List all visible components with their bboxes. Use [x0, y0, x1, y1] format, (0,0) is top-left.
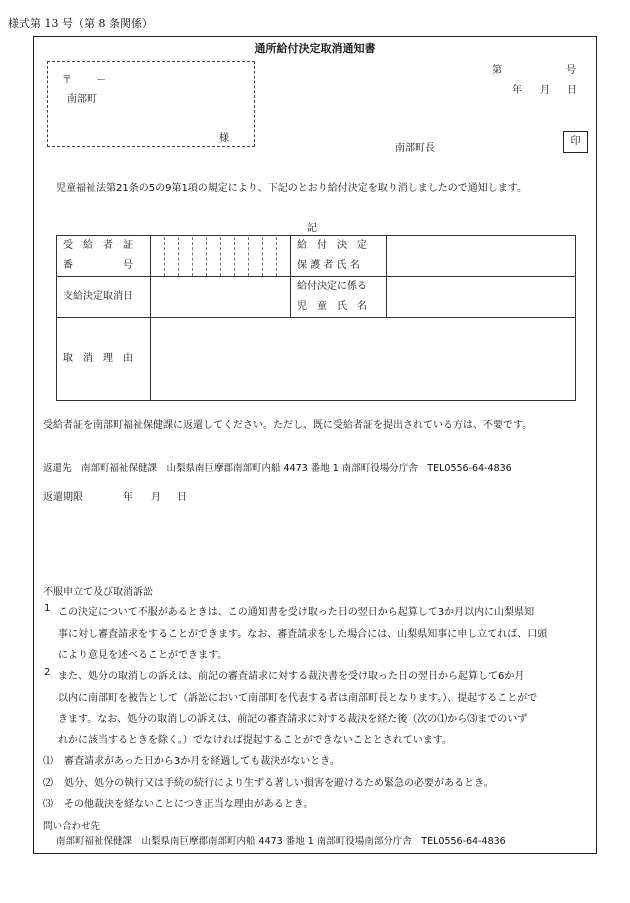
ref-go: 号 [566, 65, 576, 76]
cancel-date-label: 支給決定取消日 [57, 277, 151, 318]
guardian-name-label: 給 付 決 定 保 護 者 氏 名 [291, 236, 387, 277]
sub-item-1-text: 審査請求があった日から3か月を経過しても裁決がないとき。 [64, 756, 340, 767]
return-deadline-year: 年 [123, 492, 133, 503]
cancel-reason-value [151, 318, 576, 401]
contact-detail: 南部町福祉保健課 山梨県南巨摩郡南部町内船 4473 番地 1 南部町役場南部分庁舎 TEL0556-64-4836 [56, 836, 506, 847]
appeal-item-2-line: 以内に南部町を被告として（訴訟において南部町を代表する者は南部町長となります。）、提起することがで [58, 693, 538, 704]
postal-dash: － [96, 75, 106, 86]
sub-item-2-text: 処分、処分の執行又は手続の続行により生ずる著しい損害を避けるため緊急の必要があるとき。 [64, 778, 494, 789]
form-number-label: 様式第 13 号（第 8 条関係） [8, 17, 153, 30]
return-destination: 返還先 南部町福祉保健課 山梨県南巨摩郡南部町内船 4473 番地 1 南部町役場分庁舎 TEL0556-64-4836 [43, 463, 512, 474]
child-name-label: 給付決定に係る 児 童 氏 名 [291, 277, 387, 318]
date-month: 月 [540, 85, 550, 96]
date-year: 年 [512, 85, 522, 96]
sub-item-3-text: その他裁決を経ないことにつき正当な理由があるとき。 [64, 799, 314, 810]
recipient-honorific: 様 [219, 133, 229, 144]
appeal-item-2-num: 2 [44, 667, 51, 678]
contact-heading: 問い合わせ先 [43, 821, 101, 832]
appeal-heading: 不服申立て及び取消訴訟 [43, 587, 153, 598]
return-note: 受給者証を南部町福祉保健課に返還してください。ただし、既に受給者証を提出されている方は、不要です。 [43, 420, 533, 431]
appeal-item-2-line: また、処分の取消しの訴えは、前記の審査請求に対する裁決書を受け取った日の翌日から起算して6か月 [58, 671, 525, 682]
sender-mayor: 南部町長 [395, 143, 435, 154]
seal-box: 印 [563, 131, 588, 153]
sub-item-3-num: ⑶ [43, 799, 53, 810]
return-deadline-month: 月 [151, 492, 161, 503]
recipient-no-label: 受 給 者 証 番 号 [57, 236, 151, 277]
cancel-date-value [151, 277, 291, 318]
date-day: 日 [567, 85, 577, 96]
document-title: 通所給付決定取消通知書 [254, 42, 376, 55]
decision-table [56, 235, 576, 401]
recipient-no-digits [151, 236, 291, 277]
intro-text: 児童福祉法第21条の5の9第1項の規定により、下記のとおり給付決定を取り消しましたので通知します。 [56, 183, 528, 194]
appeal-item-2-line: きます。なお、処分の取消しの訴えは、前記の審査請求に対する裁決を経た後（次の⑴から⑶までのいず [58, 714, 528, 725]
return-deadline-label: 返還期限 [43, 492, 83, 503]
guardian-name-value [387, 236, 576, 277]
postal-mark: 〒 [62, 75, 72, 86]
appeal-item-1-num: 1 [44, 603, 51, 614]
cancel-reason-label: 取 消 理 由 [57, 318, 151, 401]
sub-item-2-num: ⑵ [43, 778, 53, 789]
appeal-item-1-line: 事に対し審査請求をすることができます。なお、審査請求をした場合には、山梨県知事に申し立てれば、口頭 [58, 629, 548, 640]
sub-item-1-num: ⑴ [43, 756, 53, 767]
return-deadline-day: 日 [177, 492, 187, 503]
child-name-value [387, 277, 576, 318]
ref-dai: 第 [492, 65, 502, 76]
appeal-item-1-line: この決定について不服があるときは、この通知書を受け取った日の翌日から起算して3か月以内に山梨県知 [58, 607, 535, 618]
recipient-town: 南部町 [67, 94, 97, 105]
appeal-item-2-line: れかに該当するときを除く。）でなければ提起することができないこととされています。 [58, 735, 452, 746]
appeal-item-1-line: により意見を述べることができます。 [58, 650, 228, 661]
ki-heading: 記 [307, 223, 317, 234]
